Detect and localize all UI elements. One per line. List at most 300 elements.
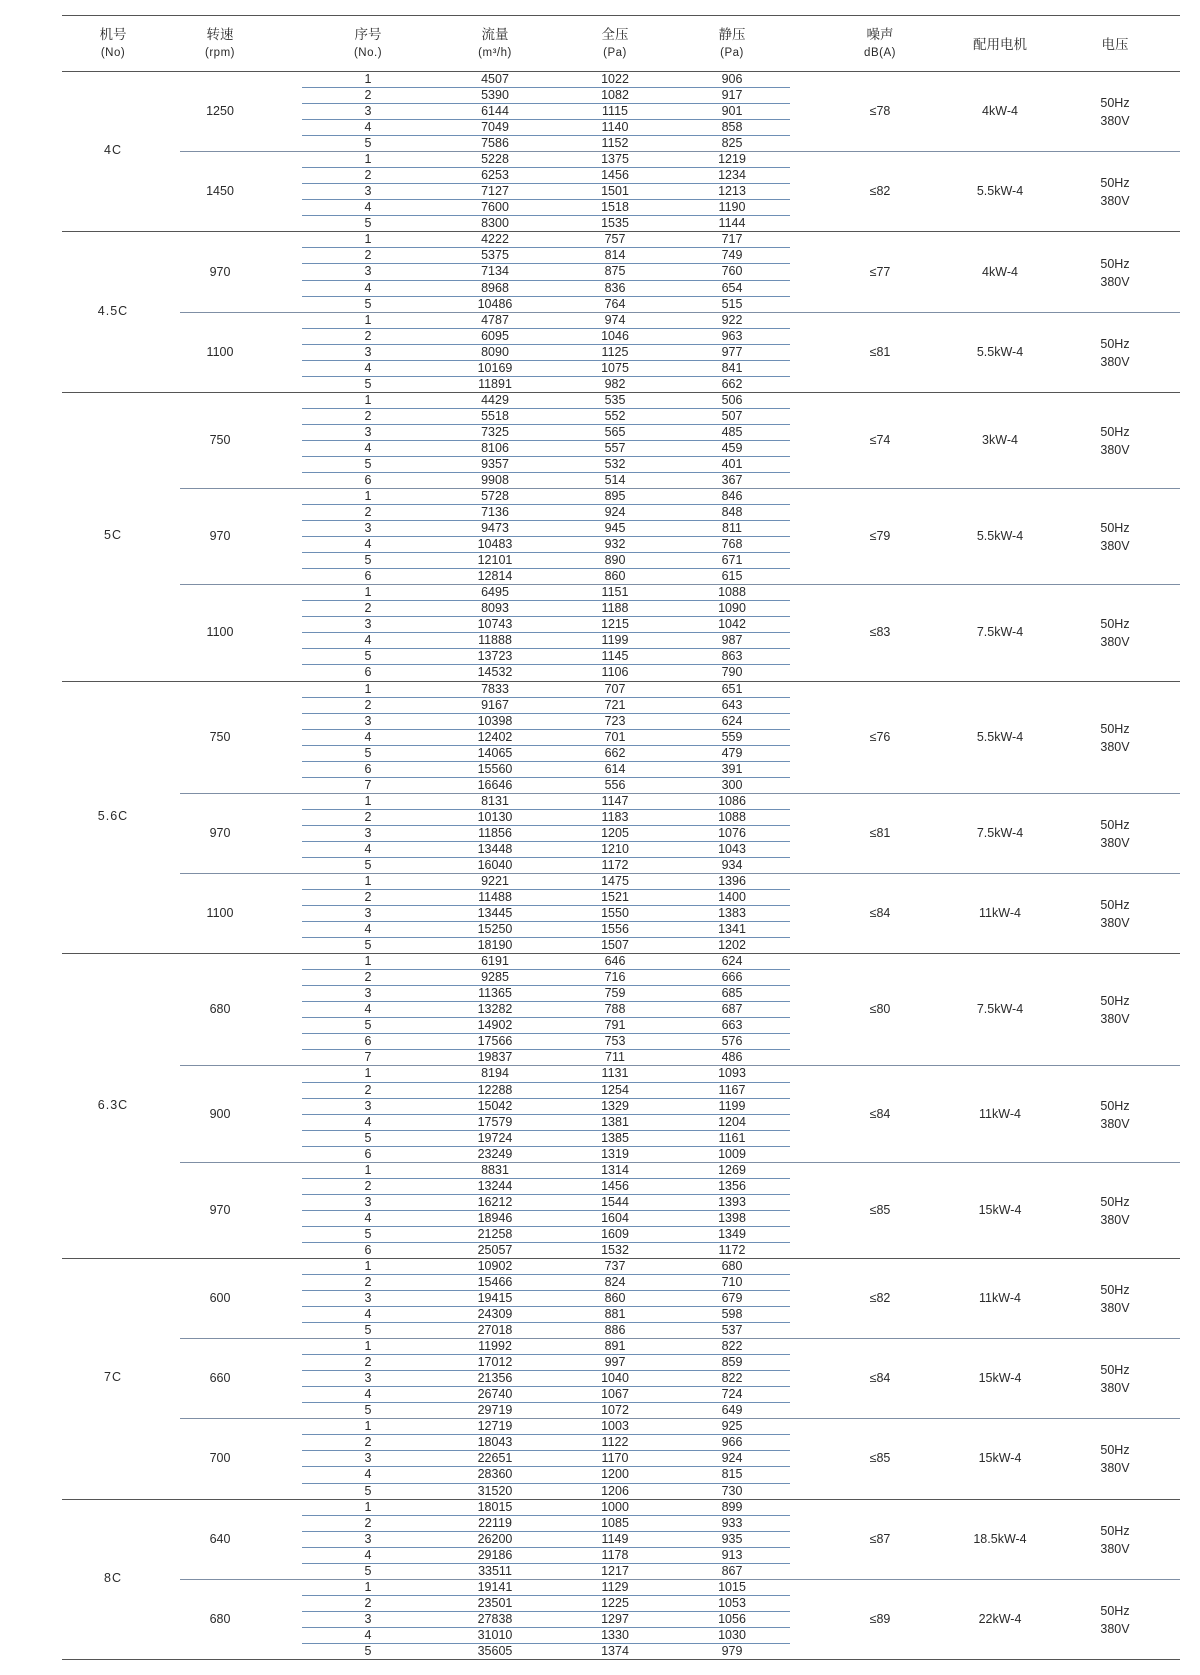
static-pressure-cell: 507 bbox=[721, 408, 743, 423]
speed-group-rule bbox=[180, 488, 1180, 489]
flow-cell: 10483 bbox=[477, 537, 513, 552]
static-pressure-cell: 841 bbox=[721, 360, 743, 375]
static-pressure-cell: 1056 bbox=[718, 1611, 746, 1626]
flow-cell: 9221 bbox=[481, 874, 509, 888]
row-divider bbox=[302, 1322, 790, 1323]
row-divider bbox=[302, 504, 790, 505]
total-pressure-cell: 1122 bbox=[601, 1435, 629, 1450]
noise-cell: ≤85 bbox=[869, 1451, 891, 1466]
total-pressure-cell: 1082 bbox=[601, 88, 629, 103]
static-pressure-cell: 867 bbox=[721, 1563, 743, 1578]
voltage-freq-cell: 50Hz bbox=[1100, 336, 1130, 351]
noise-cell: ≤87 bbox=[869, 1531, 891, 1546]
flow-cell: 15466 bbox=[477, 1275, 513, 1289]
seq-cell: 1 bbox=[364, 793, 372, 808]
static-pressure-cell: 1043 bbox=[718, 841, 746, 856]
static-pressure-cell: 671 bbox=[721, 553, 743, 568]
seq-cell: 3 bbox=[364, 1194, 372, 1209]
seq-cell: 3 bbox=[364, 424, 372, 439]
seq-cell: 1 bbox=[364, 232, 372, 247]
flow-cell: 8831 bbox=[481, 1162, 509, 1177]
model-group-rule bbox=[62, 953, 1180, 954]
row-divider bbox=[302, 1354, 790, 1355]
voltage-freq-cell: 50Hz bbox=[1100, 1603, 1130, 1618]
seq-cell: 1 bbox=[364, 681, 372, 696]
seq-cell: 5 bbox=[364, 1018, 372, 1033]
total-pressure-cell: 1072 bbox=[601, 1403, 629, 1418]
flow-cell: 7136 bbox=[481, 505, 509, 520]
seq-cell: 2 bbox=[364, 1435, 372, 1450]
total-pressure-cell: 764 bbox=[604, 296, 626, 311]
seq-cell: 5 bbox=[364, 1226, 372, 1241]
flow-cell: 27018 bbox=[477, 1323, 513, 1338]
seq-cell: 3 bbox=[364, 1098, 372, 1113]
total-pressure-cell: 1003 bbox=[601, 1419, 629, 1434]
static-pressure-cell: 1269 bbox=[718, 1162, 746, 1177]
static-pressure-cell: 624 bbox=[721, 713, 743, 728]
voltage-volt-cell: 380V bbox=[1100, 274, 1130, 289]
seq-cell: 3 bbox=[364, 184, 372, 199]
total-pressure-cell: 723 bbox=[604, 713, 626, 728]
flow-cell: 11365 bbox=[478, 986, 512, 1001]
speed-cell: 680 bbox=[209, 1611, 231, 1626]
row-divider bbox=[302, 713, 790, 714]
row-divider bbox=[302, 1386, 790, 1387]
voltage-volt-cell: 380V bbox=[1100, 1116, 1130, 1131]
total-pressure-cell: 1000 bbox=[601, 1499, 629, 1514]
static-pressure-cell: 1053 bbox=[718, 1595, 746, 1610]
row-divider bbox=[302, 424, 790, 425]
static-pressure-cell: 666 bbox=[721, 970, 743, 985]
total-pressure-cell: 1521 bbox=[601, 890, 629, 905]
flow-cell: 16040 bbox=[477, 857, 513, 872]
row-divider bbox=[302, 1370, 790, 1371]
total-pressure-cell: 1375 bbox=[601, 152, 629, 167]
seq-cell: 4 bbox=[364, 922, 372, 937]
total-pressure-cell: 1172 bbox=[601, 857, 629, 872]
seq-cell: 3 bbox=[364, 713, 372, 728]
total-pressure-cell: 886 bbox=[604, 1323, 626, 1338]
model-cell: 4C bbox=[104, 143, 122, 158]
seq-cell: 1 bbox=[364, 1579, 372, 1594]
row-divider bbox=[302, 376, 790, 377]
row-divider bbox=[302, 520, 790, 521]
total-pressure-cell: 1501 bbox=[601, 184, 629, 199]
seq-cell: 2 bbox=[364, 697, 372, 712]
speed-cell: 700 bbox=[209, 1451, 231, 1466]
total-pressure-cell: 1544 bbox=[601, 1194, 629, 1209]
speed-group-rule bbox=[180, 584, 1180, 585]
static-pressure-cell: 506 bbox=[721, 392, 743, 407]
static-pressure-cell: 811 bbox=[722, 521, 742, 536]
static-pressure-cell: 486 bbox=[721, 1050, 743, 1065]
noise-cell: ≤84 bbox=[869, 906, 891, 921]
static-pressure-cell: 848 bbox=[721, 505, 743, 520]
flow-cell: 8106 bbox=[481, 440, 509, 455]
seq-cell: 3 bbox=[364, 344, 372, 359]
seq-cell: 3 bbox=[364, 264, 372, 279]
seq-cell: 1 bbox=[364, 1419, 372, 1434]
noise-cell: ≤84 bbox=[869, 1106, 891, 1121]
total-pressure-cell: 1210 bbox=[601, 841, 629, 856]
static-pressure-cell: 367 bbox=[721, 473, 743, 487]
static-pressure-cell: 615 bbox=[721, 569, 743, 584]
static-pressure-cell: 663 bbox=[721, 1018, 743, 1033]
total-pressure-cell: 1456 bbox=[601, 168, 629, 183]
static-pressure-cell: 1398 bbox=[718, 1210, 746, 1225]
row-divider bbox=[302, 1643, 790, 1644]
total-pressure-cell: 1151 bbox=[601, 585, 629, 600]
static-pressure-cell: 899 bbox=[721, 1499, 743, 1514]
seq-cell: 1 bbox=[364, 874, 372, 888]
row-divider bbox=[302, 1017, 790, 1018]
seq-cell: 4 bbox=[364, 1114, 372, 1129]
static-pressure-cell: 651 bbox=[721, 681, 743, 696]
noise-cell: ≤76 bbox=[869, 729, 891, 744]
flow-cell: 11856 bbox=[478, 825, 512, 840]
speed-group-rule bbox=[180, 1579, 1180, 1580]
voltage-freq-cell: 50Hz bbox=[1100, 994, 1130, 1009]
static-pressure-cell: 1042 bbox=[718, 617, 746, 632]
seq-cell: 1 bbox=[364, 312, 372, 327]
total-pressure-cell: 1374 bbox=[601, 1643, 629, 1658]
voltage-volt-cell: 380V bbox=[1100, 1381, 1130, 1396]
seq-cell: 5 bbox=[364, 553, 372, 568]
voltage-volt-cell: 380V bbox=[1100, 835, 1130, 850]
total-pressure-cell: 1206 bbox=[601, 1483, 629, 1498]
header-noise bbox=[835, 26, 925, 62]
total-pressure-cell: 997 bbox=[604, 1355, 626, 1370]
header-voltage bbox=[1075, 36, 1155, 54]
static-pressure-cell: 1234 bbox=[718, 168, 746, 183]
header-noise-label: 噪声 bbox=[866, 27, 894, 42]
row-divider bbox=[302, 1515, 790, 1516]
header-total-pressure-sub: (Pa) bbox=[603, 47, 627, 59]
total-pressure-cell: 759 bbox=[604, 986, 626, 1001]
model-cell: 5C bbox=[104, 528, 122, 543]
voltage-volt-cell: 380V bbox=[1100, 635, 1130, 650]
voltage-freq-cell: 50Hz bbox=[1100, 424, 1130, 439]
row-divider bbox=[302, 1274, 790, 1275]
flow-cell: 13282 bbox=[477, 1002, 513, 1017]
model-group-rule bbox=[62, 1499, 1180, 1500]
voltage-freq-cell: 50Hz bbox=[1100, 817, 1130, 832]
row-divider bbox=[302, 568, 790, 569]
voltage-freq-cell: 50Hz bbox=[1100, 1523, 1130, 1538]
noise-cell: ≤89 bbox=[869, 1611, 891, 1626]
seq-cell: 1 bbox=[364, 72, 372, 86]
seq-cell: 4 bbox=[364, 537, 372, 552]
speed-group-rule bbox=[180, 312, 1180, 313]
flow-cell: 10902 bbox=[477, 1258, 513, 1273]
speed-group-rule bbox=[180, 873, 1180, 874]
flow-cell: 13723 bbox=[477, 649, 513, 664]
static-pressure-cell: 1172 bbox=[718, 1242, 746, 1257]
total-pressure-cell: 1225 bbox=[601, 1595, 629, 1610]
static-pressure-cell: 391 bbox=[721, 761, 743, 776]
motor-cell: 5.5kW-4 bbox=[976, 729, 1024, 744]
row-divider bbox=[302, 360, 790, 361]
row-divider bbox=[302, 1466, 790, 1467]
static-pressure-cell: 924 bbox=[721, 1451, 743, 1466]
static-pressure-cell: 863 bbox=[721, 649, 743, 664]
motor-cell: 7.5kW-4 bbox=[976, 825, 1024, 840]
flow-cell: 7833 bbox=[481, 681, 509, 696]
flow-cell: 18043 bbox=[477, 1435, 513, 1450]
total-pressure-cell: 1147 bbox=[601, 793, 629, 808]
flow-cell: 18946 bbox=[477, 1210, 513, 1225]
static-pressure-cell: 1393 bbox=[718, 1194, 746, 1209]
flow-cell: 4787 bbox=[481, 312, 509, 327]
total-pressure-cell: 860 bbox=[604, 569, 626, 584]
total-pressure-cell: 1140 bbox=[601, 120, 629, 135]
seq-cell: 4 bbox=[364, 1307, 372, 1322]
total-pressure-cell: 895 bbox=[604, 489, 626, 504]
seq-cell: 2 bbox=[364, 970, 372, 985]
seq-cell: 1 bbox=[364, 1162, 372, 1177]
noise-cell: ≤85 bbox=[869, 1202, 891, 1217]
seq-cell: 2 bbox=[364, 1515, 372, 1530]
flow-cell: 17579 bbox=[477, 1114, 513, 1129]
flow-cell: 17566 bbox=[477, 1034, 513, 1049]
total-pressure-cell: 552 bbox=[604, 408, 626, 423]
total-pressure-cell: 1183 bbox=[601, 809, 629, 824]
row-divider bbox=[302, 777, 790, 778]
row-divider bbox=[302, 761, 790, 762]
flow-cell: 5728 bbox=[481, 489, 509, 504]
flow-cell: 22651 bbox=[477, 1451, 513, 1466]
total-pressure-cell: 1200 bbox=[601, 1467, 629, 1482]
seq-cell: 2 bbox=[364, 88, 372, 103]
static-pressure-cell: 979 bbox=[721, 1643, 743, 1658]
row-divider bbox=[302, 199, 790, 200]
row-divider bbox=[302, 1290, 790, 1291]
flow-cell: 14065 bbox=[477, 745, 513, 760]
flow-cell: 10486 bbox=[477, 296, 513, 311]
total-pressure-cell: 716 bbox=[604, 970, 626, 985]
seq-cell: 3 bbox=[364, 1611, 372, 1626]
static-pressure-cell: 576 bbox=[721, 1034, 743, 1049]
row-divider bbox=[302, 632, 790, 633]
speed-cell: 970 bbox=[209, 1202, 231, 1217]
total-pressure-cell: 1145 bbox=[601, 649, 629, 664]
static-pressure-cell: 917 bbox=[721, 88, 743, 103]
seq-cell: 1 bbox=[364, 1066, 372, 1081]
seq-cell: 3 bbox=[364, 1531, 372, 1546]
static-pressure-cell: 515 bbox=[721, 296, 743, 311]
flow-cell: 35605 bbox=[477, 1643, 513, 1658]
seq-cell: 4 bbox=[364, 120, 372, 135]
motor-cell: 5.5kW-4 bbox=[976, 184, 1024, 199]
flow-cell: 9908 bbox=[481, 473, 509, 487]
total-pressure-cell: 757 bbox=[604, 232, 626, 247]
row-divider bbox=[302, 328, 790, 329]
row-divider bbox=[302, 1146, 790, 1147]
static-pressure-cell: 1213 bbox=[718, 184, 746, 199]
seq-cell: 3 bbox=[364, 104, 372, 119]
total-pressure-cell: 1170 bbox=[601, 1451, 629, 1466]
seq-cell: 5 bbox=[364, 296, 372, 311]
noise-cell: ≤84 bbox=[869, 1371, 891, 1386]
seq-cell: 4 bbox=[364, 200, 372, 215]
total-pressure-cell: 924 bbox=[604, 505, 626, 520]
speed-cell: 1100 bbox=[206, 625, 234, 640]
static-pressure-cell: 687 bbox=[721, 1002, 743, 1017]
total-pressure-cell: 1040 bbox=[601, 1371, 629, 1386]
flow-cell: 10130 bbox=[477, 809, 513, 824]
seq-cell: 3 bbox=[364, 617, 372, 632]
total-pressure-cell: 707 bbox=[604, 681, 626, 696]
seq-cell: 5 bbox=[364, 1563, 372, 1578]
flow-cell: 10169 bbox=[477, 360, 513, 375]
static-pressure-cell: 1199 bbox=[718, 1098, 746, 1113]
seq-cell: 3 bbox=[364, 1291, 372, 1306]
total-pressure-cell: 1604 bbox=[601, 1210, 629, 1225]
voltage-freq-cell: 50Hz bbox=[1100, 96, 1130, 111]
static-pressure-cell: 858 bbox=[721, 120, 743, 135]
row-divider bbox=[302, 889, 790, 890]
seq-cell: 4 bbox=[364, 360, 372, 375]
seq-cell: 5 bbox=[364, 1643, 372, 1658]
header-seq-sub: (No.) bbox=[353, 47, 383, 59]
flow-cell: 7600 bbox=[481, 200, 509, 215]
noise-cell: ≤78 bbox=[869, 104, 891, 119]
header-motor bbox=[945, 36, 1055, 54]
seq-cell: 6 bbox=[364, 665, 372, 680]
flow-cell: 24309 bbox=[477, 1307, 513, 1322]
total-pressure-cell: 1046 bbox=[601, 328, 629, 343]
static-pressure-cell: 1015 bbox=[718, 1579, 746, 1594]
total-pressure-cell: 1518 bbox=[601, 200, 629, 215]
row-divider bbox=[302, 857, 790, 858]
seq-cell: 2 bbox=[364, 809, 372, 824]
motor-cell: 18.5kW-4 bbox=[973, 1531, 1027, 1546]
seq-cell: 5 bbox=[364, 456, 372, 471]
flow-cell: 9285 bbox=[481, 970, 509, 985]
seq-cell: 7 bbox=[364, 777, 372, 792]
seq-cell: 5 bbox=[364, 1483, 372, 1498]
total-pressure-cell: 836 bbox=[604, 280, 626, 295]
seq-cell: 4 bbox=[364, 633, 372, 648]
total-pressure-cell: 565 bbox=[604, 424, 626, 439]
seq-cell: 4 bbox=[364, 1547, 372, 1562]
flow-cell: 8968 bbox=[481, 280, 509, 295]
noise-cell: ≤80 bbox=[869, 1002, 891, 1017]
speed-cell: 1100 bbox=[206, 344, 234, 359]
static-pressure-cell: 1190 bbox=[718, 200, 746, 215]
row-divider bbox=[302, 1434, 790, 1435]
seq-cell: 5 bbox=[364, 938, 372, 953]
seq-cell: 6 bbox=[364, 473, 372, 487]
flow-cell: 29719 bbox=[477, 1403, 513, 1418]
noise-cell: ≤81 bbox=[869, 344, 891, 359]
seq-cell: 2 bbox=[364, 1082, 372, 1097]
seq-cell: 1 bbox=[364, 1258, 372, 1273]
motor-cell: 5.5kW-4 bbox=[976, 344, 1024, 359]
static-pressure-cell: 710 bbox=[721, 1275, 743, 1289]
row-divider bbox=[302, 1402, 790, 1403]
row-divider bbox=[302, 809, 790, 810]
seq-cell: 2 bbox=[364, 1595, 372, 1610]
static-pressure-cell: 1383 bbox=[718, 906, 746, 921]
static-pressure-cell: 1202 bbox=[718, 938, 746, 953]
static-pressure-cell: 859 bbox=[721, 1355, 743, 1370]
total-pressure-cell: 532 bbox=[604, 456, 626, 471]
seq-cell: 6 bbox=[364, 569, 372, 584]
voltage-volt-cell: 380V bbox=[1100, 739, 1130, 754]
header-flow bbox=[440, 26, 550, 62]
voltage-volt-cell: 380V bbox=[1100, 916, 1130, 931]
static-pressure-cell: 790 bbox=[721, 665, 743, 680]
seq-cell: 3 bbox=[364, 1451, 372, 1466]
speed-group-rule bbox=[180, 1418, 1180, 1419]
flow-cell: 8300 bbox=[481, 216, 509, 231]
row-divider bbox=[302, 263, 790, 264]
total-pressure-cell: 556 bbox=[604, 777, 626, 792]
static-pressure-cell: 537 bbox=[721, 1323, 743, 1338]
row-divider bbox=[302, 745, 790, 746]
flow-cell: 8194 bbox=[481, 1066, 509, 1081]
total-pressure-cell: 1131 bbox=[601, 1066, 629, 1081]
flow-cell: 17012 bbox=[477, 1355, 513, 1370]
static-pressure-cell: 922 bbox=[721, 312, 743, 327]
row-divider bbox=[302, 119, 790, 120]
flow-cell: 11992 bbox=[478, 1339, 512, 1354]
row-divider bbox=[302, 985, 790, 986]
row-divider bbox=[302, 135, 790, 136]
seq-cell: 2 bbox=[364, 505, 372, 520]
row-divider bbox=[302, 825, 790, 826]
total-pressure-cell: 974 bbox=[604, 312, 626, 327]
flow-cell: 11888 bbox=[478, 633, 512, 648]
row-divider bbox=[302, 600, 790, 601]
seq-cell: 4 bbox=[364, 1210, 372, 1225]
speed-cell: 970 bbox=[209, 529, 231, 544]
flow-cell: 4222 bbox=[481, 232, 509, 247]
flow-cell: 14902 bbox=[477, 1018, 513, 1033]
total-pressure-cell: 646 bbox=[604, 954, 626, 969]
seq-cell: 5 bbox=[364, 216, 372, 231]
row-divider bbox=[302, 440, 790, 441]
voltage-volt-cell: 380V bbox=[1100, 539, 1130, 554]
flow-cell: 4507 bbox=[481, 72, 509, 86]
flow-cell: 13244 bbox=[477, 1178, 513, 1193]
static-pressure-cell: 822 bbox=[721, 1371, 743, 1386]
static-pressure-cell: 401 bbox=[721, 456, 743, 471]
model-group-rule bbox=[62, 681, 1180, 682]
row-divider bbox=[302, 1611, 790, 1612]
model-cell: 4.5C bbox=[97, 303, 129, 318]
header-speed-sub: (rpm) bbox=[205, 47, 235, 59]
static-pressure-cell: 680 bbox=[721, 1258, 743, 1273]
header-flow-label: 流量 bbox=[481, 27, 509, 42]
seq-cell: 5 bbox=[364, 1323, 372, 1338]
total-pressure-cell: 788 bbox=[604, 1002, 626, 1017]
flow-cell: 26740 bbox=[477, 1387, 513, 1402]
seq-cell: 4 bbox=[364, 1627, 372, 1642]
static-pressure-cell: 679 bbox=[721, 1291, 743, 1306]
seq-cell: 1 bbox=[364, 954, 372, 969]
total-pressure-cell: 1178 bbox=[601, 1547, 629, 1562]
seq-cell: 6 bbox=[364, 761, 372, 776]
seq-cell: 3 bbox=[364, 986, 372, 1001]
seq-cell: 4 bbox=[364, 1387, 372, 1402]
seq-cell: 2 bbox=[364, 890, 372, 905]
flow-cell: 10743 bbox=[477, 617, 513, 632]
flow-cell: 6144 bbox=[481, 104, 509, 119]
flow-cell: 25057 bbox=[477, 1242, 513, 1257]
total-pressure-cell: 1085 bbox=[601, 1515, 629, 1530]
